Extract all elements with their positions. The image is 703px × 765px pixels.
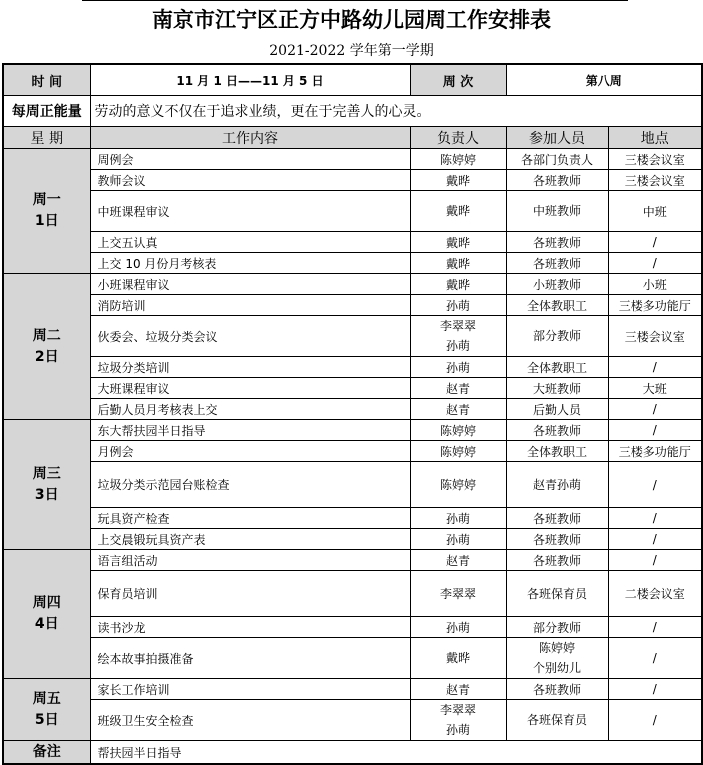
lead-cell — [410, 462, 506, 508]
place-cell: 二楼会议室 — [608, 571, 702, 617]
lead-cell — [410, 529, 506, 550]
time-label: 时 间 — [3, 64, 90, 96]
place-cell: / — [608, 462, 702, 508]
column-header-row — [3, 127, 702, 149]
attendees-name: 各班教师 — [532, 173, 581, 188]
task-cell: 语言组活动 — [90, 550, 410, 571]
place-cell: / — [608, 617, 702, 638]
top-border-line — [82, 0, 628, 1]
place-cell: 中班 — [608, 191, 702, 232]
task-cell: 绘本故事拍摄准备 — [90, 638, 410, 679]
attendees-name: 各班教师 — [532, 682, 581, 697]
lead-cell — [410, 420, 506, 441]
task-cell: 消防培训 — [90, 295, 410, 316]
attendees-cell — [506, 529, 608, 550]
attendees-cell — [506, 617, 608, 638]
lead-cell — [410, 617, 506, 638]
place-cell: / — [608, 638, 702, 679]
place-cell: / — [608, 550, 702, 571]
attendees-name: 部分教师 — [532, 620, 581, 635]
attendees-name: 中班教师 — [532, 204, 581, 218]
task-cell: 小班课程审议 — [90, 274, 410, 295]
lead-cell — [410, 357, 506, 378]
day-cell — [3, 149, 90, 274]
weekly-schedule-table — [2, 63, 703, 765]
attendees-name: 全体教职工 — [526, 444, 587, 459]
lead-name: 孙萌 — [445, 360, 470, 375]
place-cell: 小班 — [608, 274, 702, 295]
day-date: 4日 — [34, 616, 59, 632]
attendees-cell — [506, 638, 608, 679]
lead-cell — [410, 191, 506, 232]
motto-text: 劳动的意义不仅在于追求业绩，更在于完善人的心灵。 — [90, 96, 702, 127]
task-cell: 中班课程审议 — [90, 191, 410, 232]
place-cell: / — [608, 232, 702, 253]
lead-name: 赵青 — [445, 381, 470, 396]
task-cell: 班级卫生安全检查 — [90, 700, 410, 741]
attendees-name: 赵青 — [532, 478, 557, 492]
day-name: 周一 — [32, 192, 61, 208]
attendees-name: 陈婷婷 — [538, 641, 575, 655]
place-cell: 大班 — [608, 378, 702, 399]
task-cell: 垃圾分类培训 — [90, 357, 410, 378]
place-cell: 三楼多功能厅 — [608, 295, 702, 316]
day-name: 周四 — [32, 595, 61, 611]
place-cell: 三楼会议室 — [608, 316, 702, 357]
table-row — [3, 316, 702, 357]
place-cell: 三楼多功能厅 — [608, 441, 702, 462]
attendees-cell — [506, 508, 608, 529]
attendees-cell — [506, 420, 608, 441]
task-cell: 月例会 — [90, 441, 410, 462]
attendees-cell — [506, 274, 608, 295]
page-title: 南京市江宁区正方中路幼儿园周工作安排表 — [152, 7, 551, 32]
lead-cell — [410, 550, 506, 571]
lead-name: 陈婷婷 — [439, 152, 476, 167]
task-cell: 玩具资产检查 — [90, 508, 410, 529]
lead-cell — [410, 232, 506, 253]
lead-cell — [410, 508, 506, 529]
attendees-name: 各班教师 — [532, 511, 581, 526]
attendees-name: 各班保育员 — [526, 713, 587, 727]
attendees-name: 大班教师 — [532, 381, 581, 396]
time-value: 11 月 1 日——11 月 5 日 — [90, 64, 410, 96]
day-cell — [3, 679, 90, 741]
place-cell: / — [608, 529, 702, 550]
attendees-name: 孙萌 — [557, 478, 582, 492]
column-header-lead: 负责人 — [410, 127, 506, 149]
attendees-cell — [506, 399, 608, 420]
table-row — [3, 679, 702, 700]
attendees-cell — [506, 700, 608, 741]
attendees-cell — [506, 462, 608, 508]
task-cell: 周例会 — [90, 149, 410, 170]
task-cell: 上交五认真 — [90, 232, 410, 253]
attendees-name: 部分教师 — [532, 329, 581, 343]
column-header-day: 星 期 — [3, 127, 90, 149]
attendees-cell — [506, 357, 608, 378]
place-cell: / — [608, 253, 702, 274]
lead-name: 孙萌 — [445, 723, 470, 737]
term-subtitle: 2021-2022 学年第一学期 — [269, 43, 434, 59]
lead-name: 孙萌 — [445, 620, 470, 635]
day-date: 1日 — [34, 213, 59, 229]
lead-name: 赵青 — [445, 682, 470, 697]
place-cell: / — [608, 700, 702, 741]
week-value: 第八周 — [506, 64, 702, 96]
column-header-place: 地点 — [608, 127, 702, 149]
lead-name: 戴晔 — [445, 204, 470, 218]
week-label: 周 次 — [410, 64, 506, 96]
attendees-name: 各班教师 — [532, 256, 581, 271]
day-name: 周五 — [32, 690, 61, 707]
place-cell: / — [608, 679, 702, 700]
task-cell: 保育员培训 — [90, 571, 410, 617]
attendees-name: 各班教师 — [532, 532, 581, 547]
table-row — [3, 617, 702, 638]
lead-name: 陈婷婷 — [439, 444, 476, 459]
motto-row — [3, 96, 702, 127]
table-row — [3, 149, 702, 170]
motto-label: 每周正能量 — [3, 96, 90, 127]
task-cell: 垃圾分类示范园台账检查 — [90, 462, 410, 508]
attendees-name: 后勤人员 — [532, 402, 581, 417]
lead-name: 李翠翠 — [439, 587, 476, 601]
place-cell: / — [608, 357, 702, 378]
lead-name: 陈婷婷 — [439, 423, 476, 438]
attendees-cell — [506, 550, 608, 571]
lead-name: 赵青 — [445, 553, 470, 568]
lead-cell — [410, 638, 506, 679]
attendees-name: 小班教师 — [532, 277, 581, 292]
attendees-cell — [506, 378, 608, 399]
table-row — [3, 420, 702, 441]
attendees-cell — [506, 232, 608, 253]
table-row — [3, 357, 702, 378]
day-date: 3日 — [34, 486, 59, 503]
day-date: 2日 — [34, 348, 59, 365]
day-cell — [3, 420, 90, 550]
table-row — [3, 529, 702, 550]
lead-name: 李翠翠 — [439, 319, 476, 333]
attendees-name: 个别幼儿 — [532, 661, 581, 675]
attendees-name: 各班保育员 — [526, 587, 587, 601]
attendees-cell — [506, 441, 608, 462]
attendees-name: 各部门负责人 — [520, 152, 593, 167]
attendees-cell — [506, 191, 608, 232]
lead-name: 李翠翠 — [439, 703, 476, 717]
day-cell — [3, 274, 90, 420]
table-row — [3, 441, 702, 462]
day-date: 5日 — [34, 711, 59, 728]
attendees-cell — [506, 571, 608, 617]
attendees-cell — [506, 253, 608, 274]
lead-cell — [410, 571, 506, 617]
lead-name: 孙萌 — [445, 298, 470, 313]
attendees-cell — [506, 149, 608, 170]
task-cell: 读书沙龙 — [90, 617, 410, 638]
task-cell: 伙委会、垃圾分类会议 — [90, 316, 410, 357]
note-row — [3, 741, 702, 765]
attendees-name: 全体教职工 — [526, 360, 587, 375]
lead-cell — [410, 253, 506, 274]
lead-cell — [410, 378, 506, 399]
attendees-cell — [506, 170, 608, 191]
attendees-cell — [506, 295, 608, 316]
lead-cell — [410, 679, 506, 700]
lead-name: 陈婷婷 — [439, 478, 476, 492]
place-cell: / — [608, 420, 702, 441]
lead-name: 戴晔 — [445, 256, 470, 271]
lead-cell — [410, 441, 506, 462]
table-row — [3, 571, 702, 617]
table-row — [3, 399, 702, 420]
place-cell: 三楼会议室 — [608, 149, 702, 170]
lead-cell — [410, 295, 506, 316]
attendees-name: 各班教师 — [532, 553, 581, 568]
column-header-attendees: 参加人员 — [506, 127, 608, 149]
column-header-task: 工作内容 — [90, 127, 410, 149]
day-name: 周三 — [32, 465, 61, 482]
task-cell: 东大帮扶园半日指导 — [90, 420, 410, 441]
attendees-name: 各班教师 — [532, 235, 581, 250]
lead-name: 戴晔 — [445, 277, 470, 292]
lead-cell — [410, 399, 506, 420]
table-row — [3, 462, 702, 508]
lead-cell — [410, 316, 506, 357]
note-text: 帮扶园半日指导 — [90, 741, 702, 765]
table-row — [3, 274, 702, 295]
attendees-name: 全体教职工 — [526, 298, 587, 313]
task-cell: 教师会议 — [90, 170, 410, 191]
note-label: 备注 — [3, 741, 90, 765]
task-cell: 上交晨锻玩具资产表 — [90, 529, 410, 550]
lead-cell — [410, 149, 506, 170]
lead-name: 孙萌 — [445, 511, 470, 526]
table-row — [3, 550, 702, 571]
table-row — [3, 295, 702, 316]
task-cell: 大班课程审议 — [90, 378, 410, 399]
lead-name: 戴晔 — [445, 651, 470, 665]
table-row — [3, 700, 702, 741]
attendees-cell — [506, 679, 608, 700]
lead-cell — [410, 700, 506, 741]
table-row — [3, 170, 702, 191]
table-row — [3, 232, 702, 253]
lead-name: 孙萌 — [445, 532, 470, 547]
task-cell: 家长工作培训 — [90, 679, 410, 700]
task-cell: 上交 10 月份月考核表 — [90, 253, 410, 274]
table-row — [3, 378, 702, 399]
place-cell: / — [608, 399, 702, 420]
place-cell: 三楼会议室 — [608, 170, 702, 191]
table-row — [3, 253, 702, 274]
table-row — [3, 508, 702, 529]
attendees-cell — [506, 316, 608, 357]
day-cell — [3, 550, 90, 679]
lead-cell — [410, 274, 506, 295]
lead-name: 戴晔 — [445, 235, 470, 250]
lead-name: 孙萌 — [445, 339, 470, 353]
table-row — [3, 191, 702, 232]
lead-name: 戴晔 — [445, 173, 470, 188]
lead-name: 赵青 — [445, 402, 470, 417]
task-cell: 后勤人员月考核表上交 — [90, 399, 410, 420]
attendees-name: 各班教师 — [532, 423, 581, 438]
lead-cell — [410, 170, 506, 191]
day-name: 周二 — [32, 327, 61, 344]
table-row — [3, 638, 702, 679]
header-row — [3, 64, 702, 96]
place-cell: / — [608, 508, 702, 529]
